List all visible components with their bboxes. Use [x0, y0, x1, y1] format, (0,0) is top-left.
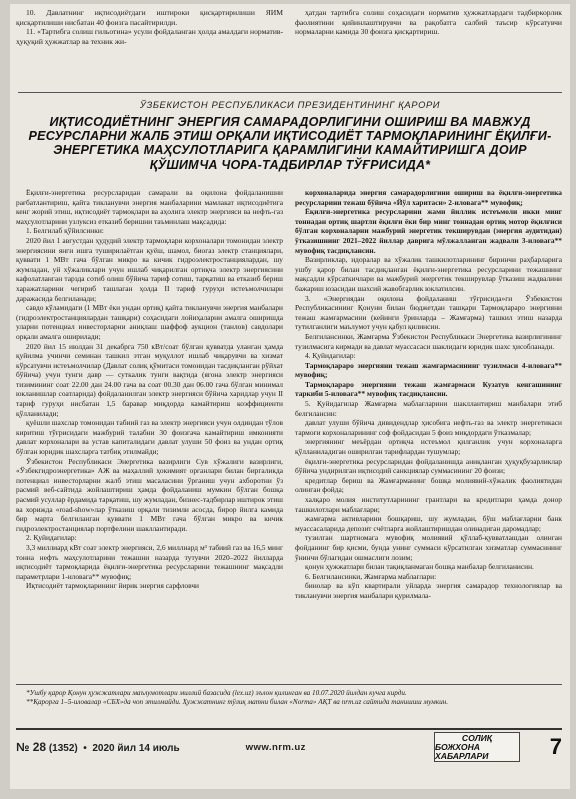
paragraph: ёқилғи-энергетика ресурсларидан фойдаланишда аниқланган ҳуқуқбузарликлар бўйича ундирилган иқтисодий санкциялар суммасининг 20 фоизи;: [295, 456, 562, 476]
paragraph: Ёқилғи-энергетика ресурсларидан самарали ва оқилона фойдаланишни рағбатлантириш, қайта тикланувчи энергия манбаларини мамлакат иқтисодиётига кенг жорий этиш, иқтисодиёт тармоқлари ва аҳолига электр энергияси ва нефть-газ маҳсулотларини узлуксиз етказиб беришни таъминлаш мақсадида:: [16, 188, 283, 226]
article-title: ИҚТИСОДИЁТНИНГ ЭНЕРГИЯ САМАРАДОРЛИГИНИ ОШИРИШ ВА МАВЖУД РЕСУРСЛАРНИ ЖАЛБ ЭТИШ ОРҚАЛИ ИҚТИСОДИЁТ ТАРМОҚЛАРИНИНГ ЁҚИЛҒИ-ЭНЕРГЕТИКА МАҲСУЛОТЛАРИГА ҚАРАМЛИГИНИ КАМАЙТИРИШГА ДОИР ҚЎШИМЧА ЧОРА-ТАДБИРЛАР ТЎҒРИСИДА*: [28, 115, 552, 172]
paragraph: 6. Белгилансинки, Жамғарма маблағлари:: [305, 571, 437, 581]
issue-date: 2020 йил 14 июль: [92, 743, 180, 754]
paragraph: савдо кўламидаги (1 МВт ёки ундан ортиқ) қайта тикланувчи энергия манбалари (гидроэлектростанциялардан ташқари) соҳасидаги лойиҳаларни амалга оширишда уларни потенциал инвесторларни аниқлаш шаффоф аукцион (танлов) савдолари орқали амалга оширилади;: [16, 303, 283, 341]
logo-line-2: БОЖХОНА ХАБАРЛАРИ: [435, 741, 489, 761]
paragraph: энергиянинг меъёрдан ортиқча истеъмол қилганлик учун корхоналарга қўлланиладиган оширилган тарифлардан тушумлар;: [295, 437, 562, 457]
page-number: 7: [549, 734, 562, 759]
paragraph: 2020 йил 15 июлдан 31 декабрга 750 кВт/соат бўлган қувватда уланган ҳамда қуйилма учинчи семинан ташкил этган муқуллот ишлаб чиқарувчи ва хизмат кўрсатувчи истеъмолчилар (Давлат солиқ қўмитаси томонидан тасдиқланган рўйхат бўйича) учун тунги давр — суткалик тунги вақтида (ягона электр энергияси тизимининг соат 22.00 дан 24.00 гача ва соат 00.30 дан 06.00 гача бўлган минимал юкланишлар соатларида) фойдаланилган электр энергияси бўйича харидлар учун II тариф гуруҳи нисбатан 1,5 баравар миқдорда камайтириш коэффициенти қўлланилади;: [16, 341, 283, 418]
issue-extra: (1352): [48, 743, 78, 754]
paragraph: 3. «Энергиядан оқилона фойдаланиш тўғрисида»ги Ўзбекистон Республикасининг Қонуни билан бюджетдан ташқари Тармоқлараро энергияни тежаш жамғармасини (кейинги ўринларда – Жамғарма) ташкил этиш назарда тутилганлиги маълумот учун қабул қилинсин.: [295, 293, 562, 332]
paragraph: 3,3 миллиард кВт соат электр энергияси, 2,6 миллиард м³ табиий газ ва 16,5 минг тонна нефть маҳсулотларини тежашни назарда тутувчи 2020–2022 йилларда иқтисодиёт тармоқларида ёқилғи-энергетика ресурсларини тежашнинг мақсадли параметрлари 1-иловага** мувофиқ;: [16, 542, 283, 581]
paragraph: 2. Қуйидагилар:: [26, 533, 77, 543]
paragraph: Иқтисодиёт тармоқларининг йирик энергия сарфловчи: [26, 581, 200, 591]
paragraph: халқаро молия институтларининг грантлари ва кредитлари ҳамда донор ташкилотлари маблағлари;: [295, 495, 562, 514]
footnotes: [16, 684, 562, 717]
article-header: [18, 92, 562, 184]
article-kicker: ЎЗБЕКИСТОН РЕСПУБЛИКАСИ ПРЕЗИДЕНТИНИНГ ҚАРОРИ: [139, 99, 441, 110]
paragraph: 11. «Тартибга солиш гильотина» усули фойдаланган ҳолда амалдаги норматив-ҳуқуқий ҳужжатлар ва техник жи-: [16, 27, 283, 46]
paragraph: 5. Қуйидагилар Жамғарма маблағларини шакллантириш манбалари этиб белгилансин:: [295, 399, 562, 418]
issue-number: № 28: [16, 740, 47, 754]
page-footer: [16, 728, 562, 764]
body-right-column: [295, 188, 562, 678]
paragraph: Ўзбекистон Республикаси Энергетика вазирлиги Сув хўжалиги вазирлиги, «Ўзбекгидроэнергетика» АЖ ва маҳаллий ҳокимият органлари билан биргаликда потенциал инвесторларни жалб этиш масаласини ўрганиш учун ахборотни ўз расмий веб-сайтида жойлаштириш ҳамда фойдаланиш мумкин бўлган бошқа расмий усуллар ёрдамида тарқатиш, шу жумладан, бизнес-тадбирлар иштирок этиш ва хорижда «road-show»лар ўтказиш орқали тизимли асосда, бирор йилга камида бир марта белгиланган қуввати 1 МВт гача бўлган микро ва кичик гидроэлектростанциялар портфелини шакллантиради.: [16, 456, 283, 533]
paragraph: Белгилансинки, Жамғарма Ўзбекистон Республикаси Энергетика вазирлигининг тузилмасига кирмади ва давлат муассасаси шаклидаги юридик шахс ҳисобланади.: [295, 331, 562, 351]
paragraph: қуёшли шахслар томонидан табиий газ ва электр энергияси учун олдиндан тўлов киритиш тўғрисидаги мажбурий талабни 30 фоизгача камайтириш имконияти давлат корхоналари ва устав капиталидаги давлат улуши 50 фоиз ва ундан ортиқ бўлган юридик шахсларга татбиқ этилмайди;: [16, 418, 283, 457]
paragraph: Ёқилғи-энергетика ресурсларини жами йиллик истеъмоли икки минг тоннадан ортиқ шартли ёқилғи ёки бир минг тоннадан ортиқ мотор ёқилғиси бўлган корхоналарни мажбурий энергетик текширувдан (энергия аудитидан) ўтказишнинг 2021–2022 йиллар даврига мўлжалланган жадвали 3-иловага** мувофиқ тасдиқлансин.: [295, 207, 562, 255]
paragraph: кредитлар бериш ва Жамғарманинг бошқа молиявий-хўжалик фаолиятидан олинган фойда;: [295, 475, 562, 495]
newspaper-logo: [434, 732, 520, 762]
paragraph: 1. Белгилаб қўйилсинки:: [26, 226, 104, 236]
paragraph: давлат улуши бўйича дивидендлар ҳисобига нефть-газ ва электр энергетикаси тармоғи корхоналарининг соф фойдасидан 5 фоиз миқдордаги ўтказмалар;: [295, 418, 562, 437]
paragraph: корхоналарида энергия самарадорлигини ошириш ва ёқилғи-энергетика ресурсларини тежаш бўйича «Йўл харитаси» 2-иловага** мувофиқ;: [295, 188, 562, 207]
paragraph: қонун ҳужжатлари билан тақиқланмаган бошқа манбалар белгиланисин.: [305, 562, 534, 572]
footnote: **Қарорга 1–5-иловалар «СБХ»да чоп этилмайди. Ҳужжатнинг тўлиқ матни билан «Norma» АҚТ ва nrm.uz сайтида танишиш мумкин.: [26, 698, 449, 707]
top-section: [16, 8, 562, 70]
paragraph: Тармоқлараро энергияни тежаш жамғармасининг тузилмаси 4-иловага** мувофиқ;: [295, 360, 562, 380]
logo-line-1: СОЛИҚ: [461, 732, 493, 743]
paragraph: жамғарма активларини бошқариш, шу жумладан, бўш маблағларни банк муассасаларида депозит счётларга жойлаштиришдан олинадиган даромадлар;: [295, 514, 562, 533]
paragraph: тузилган шартномага мувофиқ молиявий қўллаб-қувватлашдан олинган фойданинг бир қисми, бунда унинг суммаси кўрсатилган хизматлар суммасининг ўнинчи бўлагидан ошмаслиги лозим;: [295, 533, 562, 562]
paragraph: 10. Давлатнинг иқтисодиётдаги иштироки қисқартирилиши ЯИМ қисқартилиши нисбатан 40 фоизга пасайтирилди.: [16, 8, 283, 27]
paragraph: 2020 йил 1 августдан ҳудудий электр тармоқлари корхоналари томонидан электр энергиясини янги ишга туширилаётган қуёш, шамол, биогаз электр станциялари, қуввати 1 МВт гача бўлган микро ва кичик гидроэлектростанциялардан, шу жумладан, уй хўжаликлари учун ишлаб чиқарилган ортиқча электр энергиясини кафолатланган тарзда сотиб олиш бўйича тариф сотиш, тарқатиш ва етказиб бериш харажатларини чегириб ташлаган ҳолда II тариф гуруҳи истеъмолчилари даражасида белгиланади;: [16, 235, 283, 303]
top-right-column: [295, 8, 562, 70]
paragraph: ҳатдан тартибга солиш соҳасидаги норматив ҳужжатлардаги тадбиркорлик фаолиятини қийинлаштирувчи ва рақобатга салбий таъсир кўрсатувчи нормаларни камида 30 фоизга қисқартириш.: [295, 8, 562, 37]
paragraph: Тармоқлараро энергияни тежаш жамғармаси Кузатув кенгашининг таркиби 5-иловага** мувофиқ тасдиқлансин.: [295, 379, 562, 399]
article-body: [16, 188, 562, 678]
paragraph: 4. Қуйидагилар:: [305, 351, 356, 361]
top-left-column: [16, 8, 283, 70]
body-left-column: [16, 188, 283, 678]
newspaper-page: [10, 4, 570, 789]
website-link[interactable]: www.nrm.uz: [245, 741, 306, 753]
issue-info: № 28 (1352) • 2020 йил 14 июль: [16, 740, 180, 754]
paragraph: Вазирликлар, идоралар ва хўжалик ташкилотларининг биринчи раҳбарларига ушбу қарор билан тасдиқланган ёқилғи-энергетика ресурсларини тежашнинг мақсадли кўрсаткичлари ва мажбурий энергетик текширувлар ўтказиш жадвалини бажариш юзасидан шахсий жавобгарлик юклатилсин.: [295, 255, 562, 293]
paragraph: бинолар ва кўп квартирали уйларда энергия самарадор технологиялар ва тикланувчи энергия манбалари қурилмала-: [295, 581, 562, 600]
footnote: *Ушбу қарор Қонун ҳужжатлари маълумотлари миллий базасида (lex.uz) эълон қилинган ва 10.07.2020 йилдан кучга кирди.: [26, 689, 407, 697]
